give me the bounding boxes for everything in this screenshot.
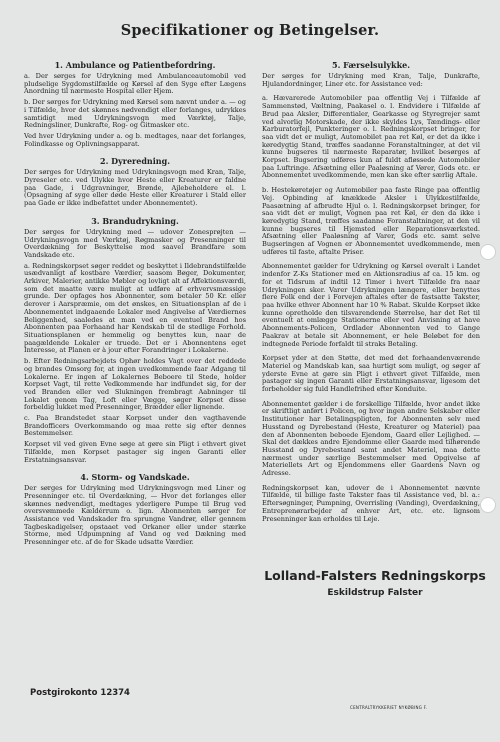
postgiro-account: Postgirokonto 12374 <box>30 688 130 698</box>
section-brandudrykning <box>24 216 246 464</box>
section-heading: 5. Færselsulykke. <box>332 60 410 70</box>
section-paragraph: c. Paa Brandstedet staar Korpset under den vagthavende Brandofficers Overkommando og maa rette sig efter dennes Bestemmelser. <box>24 414 246 438</box>
section-paragraph: Abonnementet gælder i de forskellige Tilfælde, hvor andet ikke er skriftligt anført i Policen, og hvor ingen andre Selskaber eller Institutioner har Betalingspligten, for Abonnenten selv med Husstand og Dyrebestand (Heste, Kreaturer og Materiel) paa den af Abonnenten beboede Ejendom, Gaard eller Lejlighed. — Skal det dækkes andre Ejendomme eller Gaarde med tilhørende Husstand og Dyrebestand samt andet Materiel, maa dette nærmest under særlige Bestemmelser med Opgivelse af Materiellets Art og Ejendommens eller Gaardens Navn og Adresse. <box>262 399 480 478</box>
right-column <box>262 60 480 531</box>
printer-mark: CENTRALTRYKKERIET NYKØBING F. <box>350 705 428 710</box>
section-heading: 2. Dyreredning. <box>100 156 170 167</box>
punch-hole <box>480 497 496 513</box>
section-heading: 3. Brandudrykning. <box>91 215 179 226</box>
section-paragraph: Ved hver Udrykning under a. og b. medtages, naar det forlanges, Folindkasse og Oplivningsapparat. <box>24 131 246 148</box>
section-faerselsulykke <box>262 60 480 523</box>
section-paragraph: a. Redningskorpset søger reddet og beskyttet i Ildebrandstilfælde usædvanligt af kostbare Værdier, saasom Bøger, Dokumenter, Arkiver, Malerier, antikke Møbler og lovligt alt af Affektionsværdi, som det maatte være muligt at udføre af erhvervsmæssige grunde. Der opfages hos Abonnenter, som betaler 50 Kr. eller derover i Aarspræmie, om det ønskes, en Situationsplan af de i Abonnementet indgaaende Lokaler med Angivelse af Værdiernes Beliggenhed, saaledes at man ved en eventuel Brand hos Abonnenten paa Forhaand har Kendskab til de stedlige Forhold. Situationsplanen er hemmelig og benyttes kun, naar de paagældende Lokaler er truede. Det er i Abonnentens eget Interesse, at Planen er à jour efter Forandringer i Lokalerne. <box>24 261 246 355</box>
section-storm-vandskade <box>24 472 246 547</box>
section-paragraph: Korpset vil ved given Evne søge at gøre sin Pligt i ethvert givet Tilfælde, men Korpset pastager sig ingen Garanti eller Erstatningsansvar. <box>24 440 246 464</box>
section-paragraph: a. Hævarerede Automobiler paa offentlig Vej i Tilfælde af Sammenstød, Væltning, Paakasel o. l. Endvidere i Tilfælde af Brud paa Aksler, Differentialer, Gearkasse og Styregrejer samt ved alvorlig Motorskade, der ikke skyldes Lys, Tændings- eller Karburatorfejl, Punkteringer o. l. Redningskorpset bringer, for saa vidt det er muligt, Automobilet paa ret Køl, er det da ikke i køredygtig Stand, træffes saadanne Foranstaltninger, at det vil kunne bugseres til nærmeste Reparatør, hvilket besørges af Korpset. Bugsering udføres kun af fuldt afløssede Automobiler paa Luftringe. Afsætning eller Paaløsning af Vører, Gods etc. er Abonnementet uvedkommende, men kan ske efter særlig Aftale. <box>262 94 480 180</box>
left-column <box>24 60 246 555</box>
section-heading: 1. Ambulance og Patientbefordring. <box>54 60 216 70</box>
section-dyreredning <box>24 156 246 208</box>
section-paragraph: Korpset yder at den Støtte, det med det forhaandenværende Materiel og Mandskab kan, saa hurtigt som muligt, og søger af yderste Evne at gøre sin Pligt i ethvert givet Tilfælde, men pastager sig ingen Garanti eller Erstatningsansvar, ligesom det forbeholder sig fuld Handlefrihed efter Konduite. <box>262 354 480 394</box>
company-name: Lolland-Falsters Redningskorps <box>264 568 486 583</box>
section-heading: 4. Storm- og Vandskade. <box>80 472 190 483</box>
company-location: Eskildstrup Falster <box>327 588 423 598</box>
document-title: Specifikationer og Betingelser. <box>120 22 380 39</box>
section-paragraph: Abonnementet gælder for Udrykning og Kørsel overalt i Landet indenfor Z-Ks Stationer med en Aktionsradius af ca. 15 km. og for et Tidsrum af indtil 12 Timer i hvert Tilfælde fra naar Udrykningen sker. Varer Udrykningen længere, eller benyttes flere Folk end der i Forvejen aftales efter de fastsatte Takster, paa hvilke ethver Abonnent har 10 % Rabat. Skulde Korpset ikke kunne opretholde den tilsvarendende Størrelse, har det Ret til eventuelt at omlægge Stationerne eller ved Anvisning at have Abonnements-Policen, Ordlader Abonnenten ved to Gange Paakrav at betale sit Abonnement, er hele Beløbet for den indtegnede Periode forfaldt til straks Betaling. <box>262 262 480 348</box>
section-paragraph: b. Efter Redningsarbejdets Ophør holdes Vagt over det reddede og brandes Omsorg for, at ingen uvedkommende faar Adgang til Lokalerne. Er ingen af Lokalernes Beboere til Stede, holder Korpset Vagt, til rette Vedkommende har indfundet sig, for der ved Branden eller ved Slukningen frembragt Aabninger til Lokalet genom Tag, Loft eller Vægge, søger Korpset disse forbeldig lukket med Presenninger, Brædder eller lignende. <box>24 357 246 412</box>
section-paragraph: Der sørges for Udrykning med Udrykningsvogn med Kran, Talje, Dyreseler etc. ved Ulykke hvor Heste eller Kreaturer er faldne paa Gade, i Udgravninger, Brønde, Ajlebeholdere el. l. (Opsagning af syge eller døde Heste eller Kreaturer i Stald eller paa Gade er ikke indbefattet under Abonnementet). <box>24 168 246 208</box>
section-paragraph: Der sørges for Udrykning med Kran, Talje, Dunkrafte, Hjulandordninger, Liner etc. for Assistance ved: <box>262 72 480 88</box>
section-paragraph: Redningskorpset kan, udover de i Abonnementet nævnte Tilfælde, til billige faste Takster faas til Assistance ved, bl. a.: Eftersøgninger, Pumpning, Overrisling (Vanding), Overdækning, Entreprenørarbejder af enhver Art, etc. etc. lignsom Presenninger kan erholdes til Leje. <box>262 483 480 523</box>
punch-hole <box>480 244 496 260</box>
section-paragraph: a. Der sørges for Udrykning med Ambulanceautomobil ved pludselige Sygdomstilfælde og Kørsel af den Syge efter Lægens Anordning til nærmeste Hospital eller Hjem. <box>24 72 246 96</box>
section-paragraph: b. Der sørges for Udrykning med Kørsel som nævnt under a. — og i Tilfælde, hvor det skønnes nødvendigt eller forlanges, udrykkes samtidigt med Udrykningsvogn med Værktøj, Talje, Redningsliner, Dunkrafte, Rog- og Gitmasker etc. <box>24 98 246 130</box>
section-paragraph: Der sørges for Udrykning med Udrykningsvogn med Liner og Presenninger etc. til Overdækning, — Hvor det forlanges eller skønnes nødvendigt, medtages yderligere Pumpe til Brug ved oversvømmede Kældérrum o. lign. Abonnenten sørger for Assistance ved Vandskader fra sprungne Vandrør, eller gennem Tagbeskadigelser, opstaaet ved Orkaner eller under stærke Storme, med Udpumpning af Vand og ved Dækning med Presenninger etc. af de for Skade udsatte Værdier. <box>24 484 246 547</box>
section-paragraph: b. Hestekøretøjer og Automobiler paa faste Ringe paa offentlig Vej. Opbinding af knækkede Aksler i Ulykkestilfælde, Paasætning af afbrudte Hjul o. l. Redningskorpset bringer, for saa vidt det er muligt, Vognen paa ret Køl, er den da ikke i køredygtig Stand, træffes saadanne Foranstaltninger, at den vil kunne bugseres til Hjemsted eller Reparationsværksted. Afsætning eller Paaløsning af Varer, Gods etc. samt selve Bugseringen af Vognen er Abonnementet uvedkommende, men udføres til faste, aftalte Priser. <box>262 186 480 256</box>
section-paragraph: Der sørges for Udrykning med — udover Zonesprøjten — Udrykningsvogn med Værktøj, Røgmasker og Presenninger til Overdækning for Beskyttelse mod saavel Brandfare som Vandskade etc. <box>24 227 246 259</box>
section-ambulance <box>24 60 246 148</box>
